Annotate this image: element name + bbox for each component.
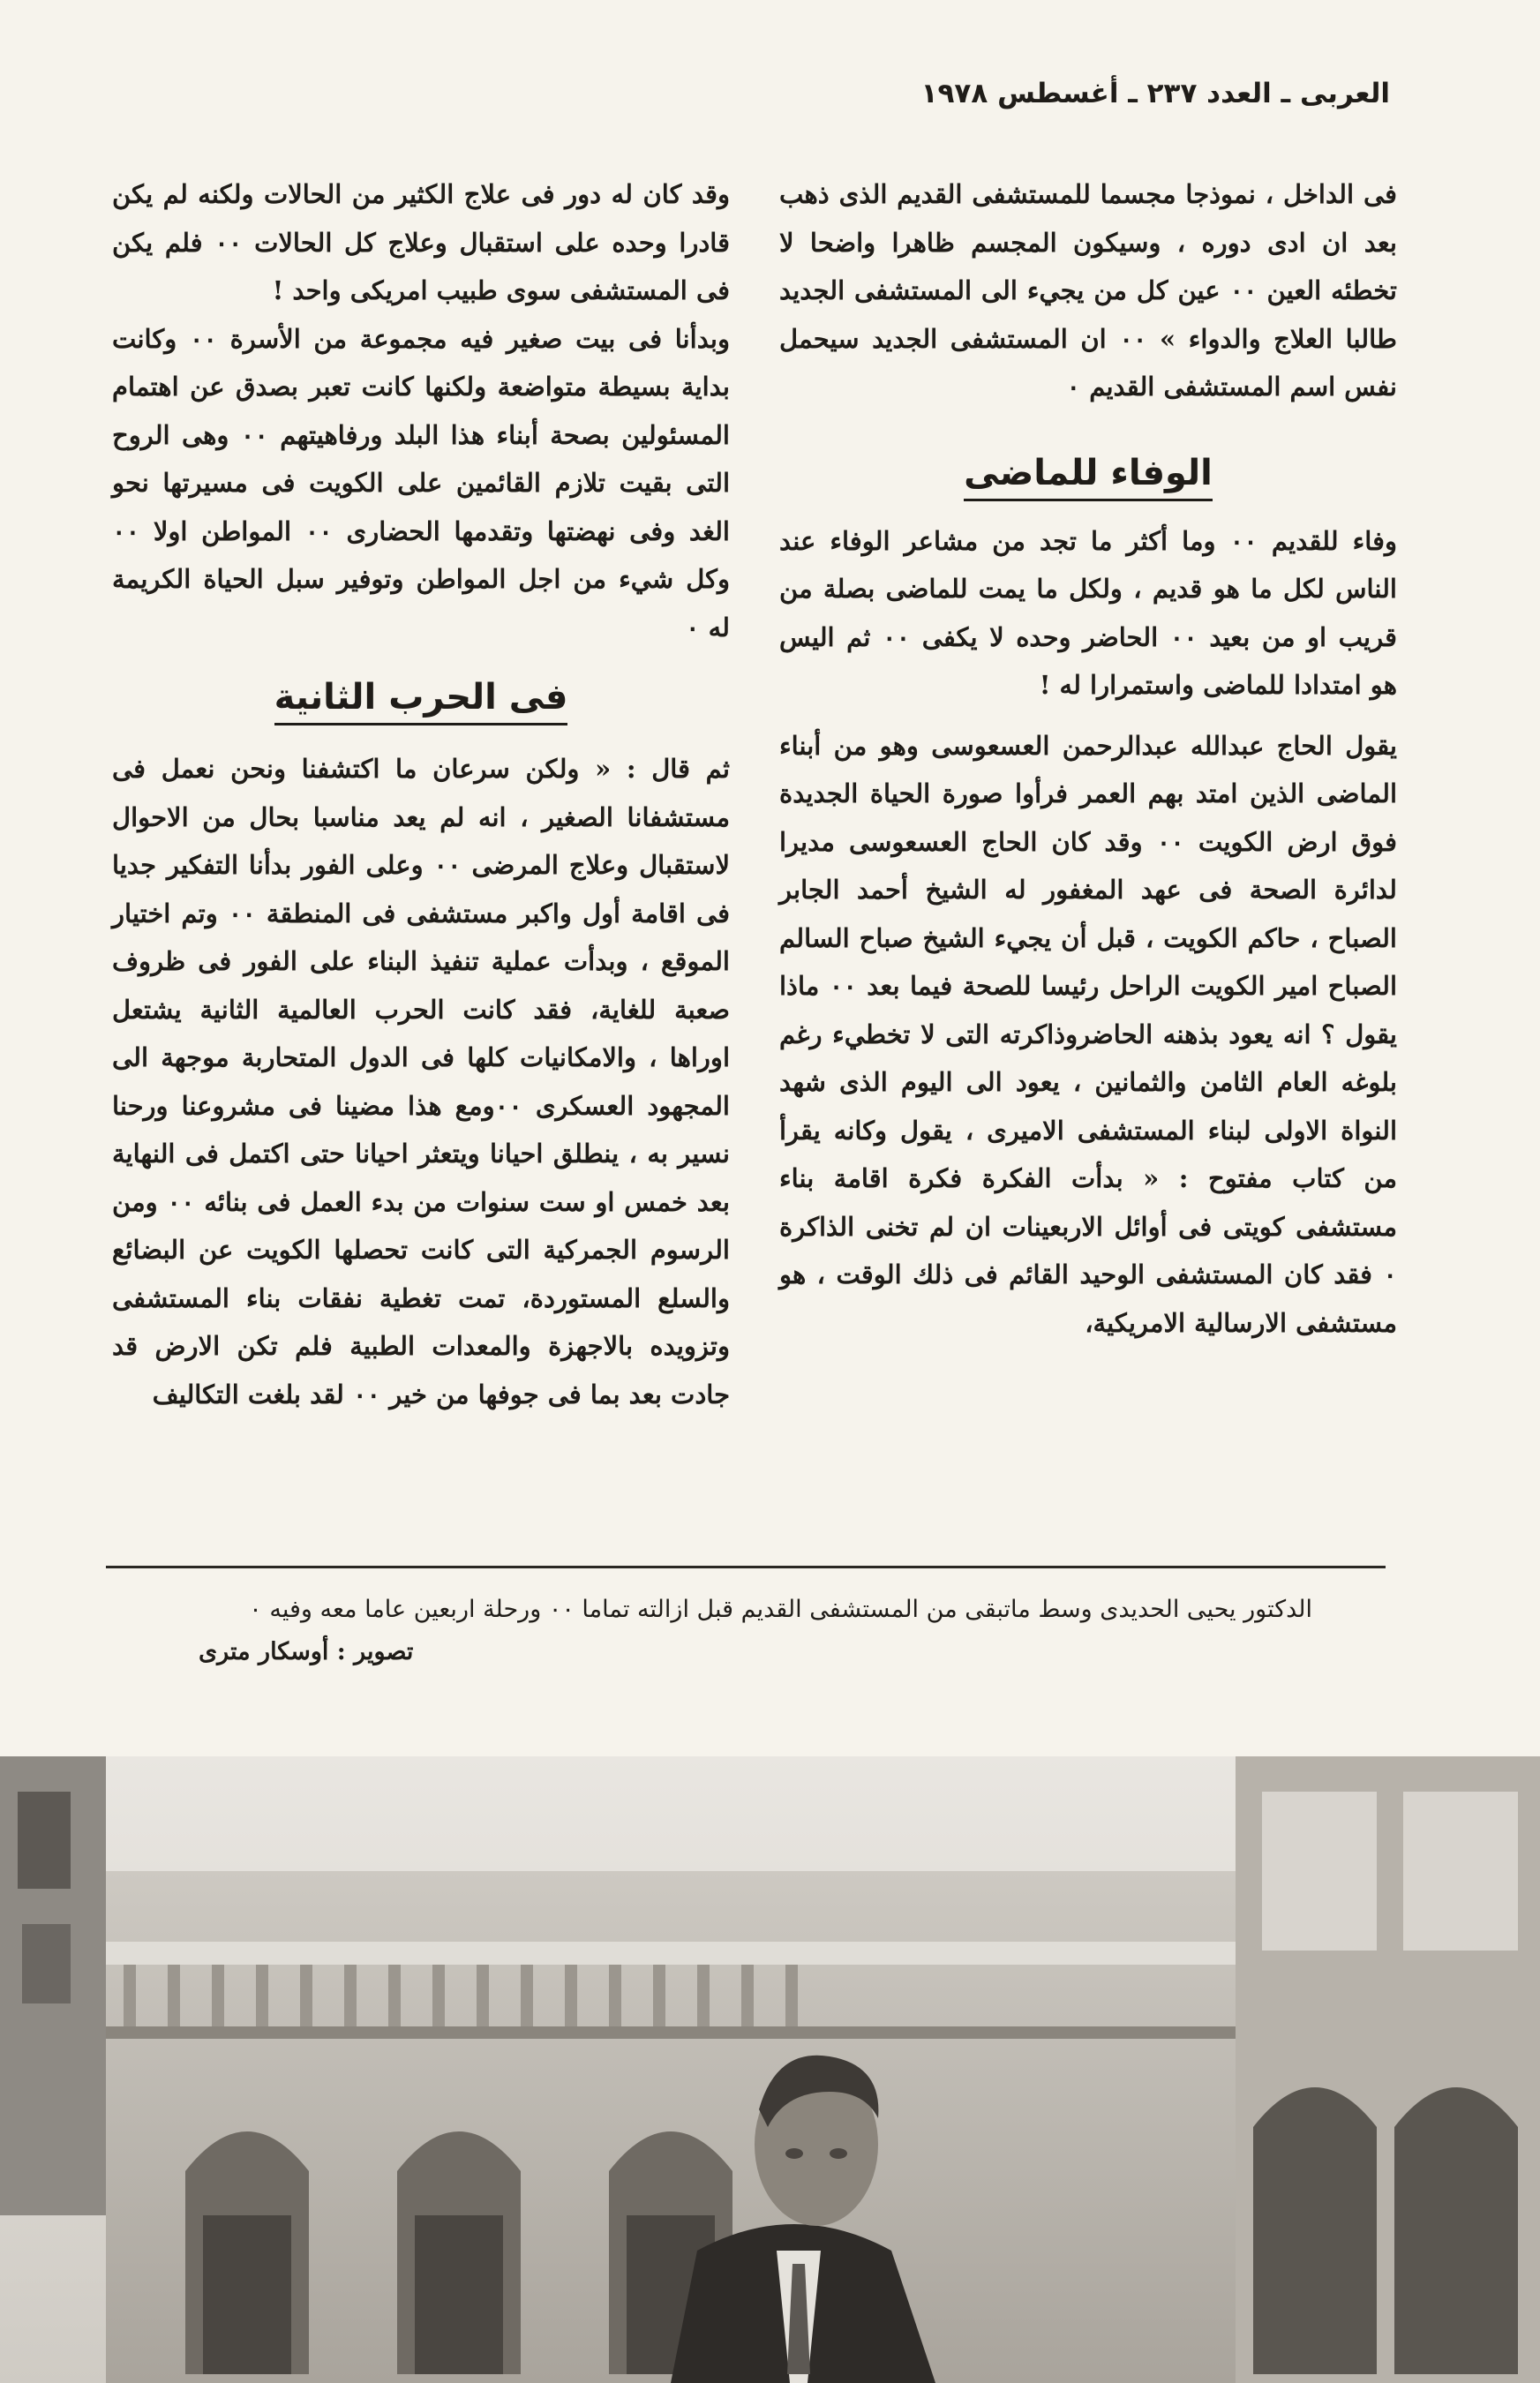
photo-caption bbox=[199, 1589, 1312, 1665]
paragraph-small-house: وبدأنا فى بيت صغير فيه مجموعة من الأسرة ٠٠ وكانت بداية بسيطة متواضعة ولكنها كانت تعبر بصدق عن اهتمام المسئولين بصحة أبناء هذا البلد ورفاهيتهم ٠٠ وهى الروح التى بقيت تلازم القائمين على الكويت فى مسيرتها نحو الغد وفى نهضتها وتقدمها الحضارى ٠٠ المواطن اولا ٠٠ وكل شيء من اجل المواطن وتوفير سبل الحياة الكريمة له ٠ bbox=[112, 323, 730, 643]
paragraph-continuation: وقد كان له دور فى علاج الكثير من الحالات ولكنه لم يكن قادرا وحده على استقبال وعلاج كل الحالات ٠٠ فلم يكن فى المستشفى سوى طبيب امريكى واحد ! bbox=[112, 179, 731, 305]
section-heading-wafaa: الوفاء للماضى bbox=[779, 447, 1397, 500]
paragraph-intro: فى الداخل ، نموذجا مجسما للمستشفى القديم الذى ذهب بعد ان ادى دوره ، وسيكون المجسم ظاهرا واضحا لا تخطئه العين ٠٠ عين كل من يجيء الى المستشفى الجديد طالبا العلاج والدواء » ٠٠ ان المستشفى الجديد سيحمل نفس اسم المستشفى القديم ٠ bbox=[779, 179, 1397, 402]
paragraph-second-war: ثم قال : « ولكن سرعان ما اكتشفنا ونحن نعمل فى مستشفانا الصغير ، انه لم يعد مناسبا بحال من الاحوال لاستقبال وعلاج المرضى ٠٠ وعلى الفور بدأنا التفكير جديا فى اقامة أول واكبر مستشفى فى المنطقة ٠٠ وتم اختيار الموقع ، وبدأت عملية تنفيذ البناء على الفور فى ظروف صعبة للغاية، فقد كانت الحرب العالمية الثانية يشتعل اوراها ، والامكانيات كلها فى الدول المتحاربة موجهة الى المجهود العسكرى ٠٠ومع هذا مضينا فى مشروعنا ورحنا نسير به ، ينطلق احيانا ويتعثر احيانا حتى اكتمل فى النهاية بعد خمس او ست سنوات من بدء العمل فى بنائه ٠٠ ومن الرسوم الجمركية التى كانت تحصلها الكويت عن البضائع والسلع المستوردة، تمت تغطية نفقات بناء المستشفى وتزويده بالاجهزة والمعدات الطبية فلم تكن الارض قد جادت بعد بما فى جوفها من خير ٠٠ لقد بلغت التكاليف bbox=[112, 754, 730, 1410]
photo-old-hospital bbox=[0, 1756, 1540, 2383]
photo-credit: تصوير : أوسكار مترى bbox=[199, 1638, 414, 1665]
article-column-right bbox=[779, 170, 1397, 1347]
paragraph-haj-asousi: يقول الحاج عبدالله عبدالرحمن العسعوسى وهو من أبناء الماضى الذين امتد بهم العمر فرأوا صورة الحياة الجديدة فوق ارض الكويت ٠٠ وقد كان الحاج العسعوسى مديرا لدائرة الصحة فى عهد المغفور له الشيخ أحمد الجابر الصباح ، حاكم الكويت ، قبل أن يجيء الشيخ صباح السالم الصباح امير الكويت الراحل رئيسا للصحة فيما بعد ٠٠ ماذا يقول ؟ انه يعود بذهنه الحاضروذاكرته التى لا تخطيء رغم بلوغه العام الثامن والثمانين ، يعود الى اليوم الذى شهد النواة الاولى لبناء المستشفى الاميرى ، يقول وكانه يقرأ من كتاب مفتوح : « بدأت الفكرة فكرة اقامة بناء مستشفى كويتى فى أوائل الاربعينات ان لم تخنى الذاكرة ٠ فقد كان المستشفى الوحيد القائم فى ذلك الوقت ، هو مستشفى الارسالية الامريكية، bbox=[779, 730, 1398, 1338]
caption-divider bbox=[106, 1566, 1386, 1568]
paragraph-wafaa: وفاء للقديم ٠٠ وما أكثر ما تجد من مشاعر الوفاء عند الناس لكل ما هو قديم ، ولكل ما يمت للماضى بصلة من قريب او من بعيد ٠٠ الحاضر وحده لا يكفى ٠٠ ثم اليس هو امتدادا للماضى واستمرارا له ! bbox=[779, 525, 1397, 700]
photo-illustration bbox=[0, 1756, 1540, 2383]
running-header: العربى ـ العدد ٢٣٧ ـ أغسطس ١٩٧٨ bbox=[920, 78, 1390, 109]
caption-text: الدكتور يحيى الحديدى وسط ماتبقى من المستشفى القديم قبل ازالته تماما ٠٠ ورحلة اربعين عاما معه وفيه ٠ bbox=[249, 1596, 1312, 1623]
article-column-left bbox=[112, 170, 730, 1418]
section-heading-second-war: فى الحرب الثانية bbox=[112, 671, 730, 724]
